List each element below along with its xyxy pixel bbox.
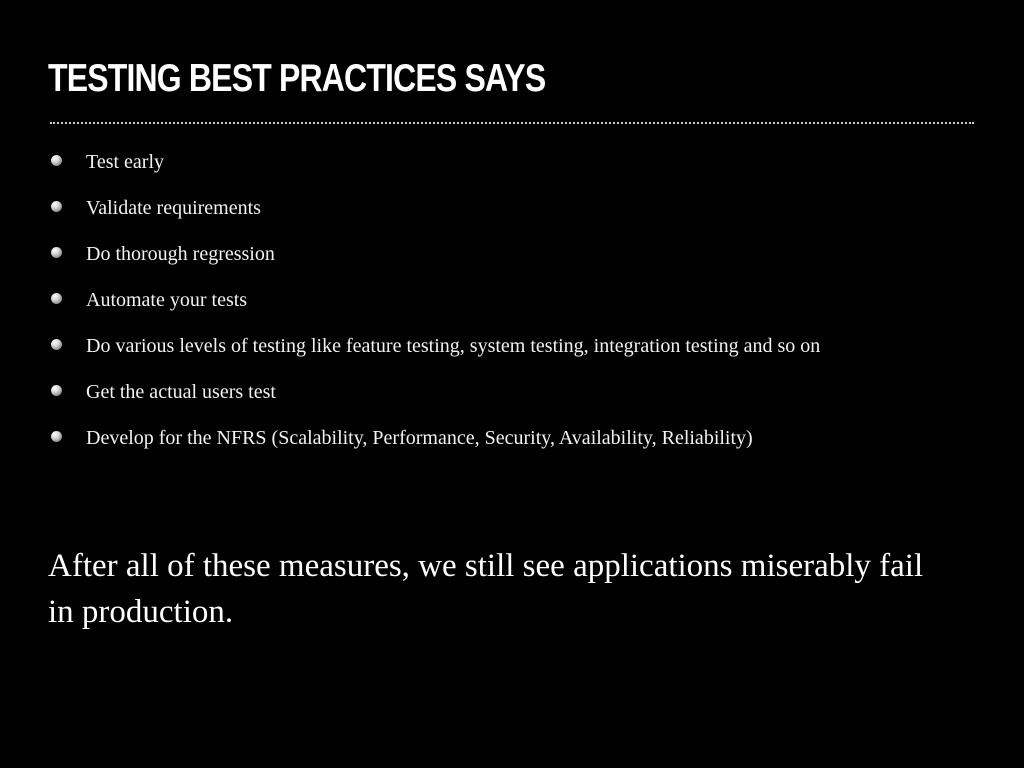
bullet-text: Test early (86, 151, 165, 173)
bullet-sphere-icon (51, 247, 62, 258)
bullet-text: Validate requirements (86, 197, 261, 219)
bullet-item (50, 147, 970, 177)
bullet-list (50, 147, 970, 469)
bullet-item (50, 285, 970, 315)
bullet-item (50, 239, 970, 269)
bullet-sphere-icon (51, 155, 62, 166)
conclusion-text: After all of these measures, we still see applications miserably fail in production. (48, 548, 924, 630)
slide-title: TESTING BEST PRACTICES SAYS (48, 57, 546, 100)
bullet-sphere-icon (51, 293, 62, 304)
bullet-sphere-icon (51, 339, 62, 350)
bullet-text: Develop for the NFRS (Scalability, Performance, Security, Availability, Reliability) (86, 427, 753, 449)
bullet-text: Get the actual users test (86, 381, 276, 403)
bullet-item (50, 377, 970, 407)
bullet-item (50, 331, 970, 361)
bullet-sphere-icon (51, 201, 62, 212)
title-divider (50, 122, 974, 124)
bullet-text: Do various levels of testing like feature testing, system testing, integration testing and so on (86, 335, 821, 357)
bullet-text: Automate your tests (86, 289, 248, 311)
bullet-sphere-icon (51, 431, 62, 442)
bullet-item (50, 423, 970, 453)
bullet-sphere-icon (51, 385, 62, 396)
bullet-text: Do thorough regression (86, 243, 275, 265)
bullet-item (50, 193, 970, 223)
